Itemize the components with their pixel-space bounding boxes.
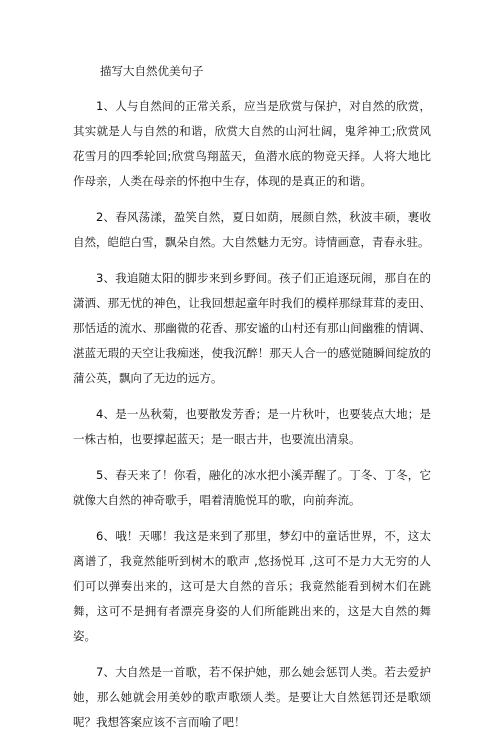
paragraph-5: 5、春天来了！你看，融化的冰水把小溪弄醒了。丁冬、丁冬，它就像大自然的神奇歌手，唱着清脆悦耳的歌，向前奔流。 [73,468,431,507]
document-body [73,62,431,746]
paragraph-3: 3、我追随太阳的脚步来到乡野间。孩子们正追逐玩闹，那自在的潇洒、那无忧的神色，让我回想起童年时我们的模样那绿茸茸的麦田、那恬适的流水、那幽微的花香、那安谧的山村还有那山间幽雅的情调、湛蓝无瑕的天空让我痴迷，使我沉醉！那天人合一的感觉随瞬间绽放的蒲公英，飘向了无边的远方。 [73,271,431,385]
document-title: 描写大自然优美句子 [100,64,204,78]
paragraph-2: 2、春风荡漾，盈笑自然，夏日如荫，展颜自然，秋波丰硕，裹收自然，皑皑白雪，飘朵自然。大自然魅力无穷。诗情画意，青春永驻。 [73,210,431,249]
paragraph-6: 6、哦！天哪！我这是来到了那里，梦幻中的童话世界，不，这太离谱了，我竟然能听到树木的歌声 ,悠扬悦耳 ,这可不是力大无穷的人们可以弹奏出来的，这可是大自然的音乐；我竟然能看到树木们在跳舞，这可不是拥有者漂亮身姿的人们所能跳出来的，这是大自然的舞姿。 [73,529,431,643]
paragraph-7: 7、大自然是一首歌，若不保护她，那么她会惩罚人类。若去爱护她，那么她就会用美妙的歌声歌颂人类。是要让大自然惩罚还是歌颂呢？我想答案应该不言而喻了吧！ [73,665,431,729]
paragraph-4: 4、是一丛秋菊，也要散发芳香；是一片秋叶，也要装点大地；是一株古柏，也要撑起蓝天；是一眼古井，也要流出清泉。 [73,407,431,446]
paragraph-1: 1、人与自然间的正常关系，应当是欣赏与保护，对自然的欣赏，其实就是人与自然的和谐，欣赏大自然的山河壮阔，鬼斧神工;欣赏风花雪月的四季轮回;欣赏鸟翔蓝天，鱼潜水底的物竞天择。人将大地比作母亲，人类在母亲的怀抱中生存，体现的是真正的和谐。 [73,99,431,188]
